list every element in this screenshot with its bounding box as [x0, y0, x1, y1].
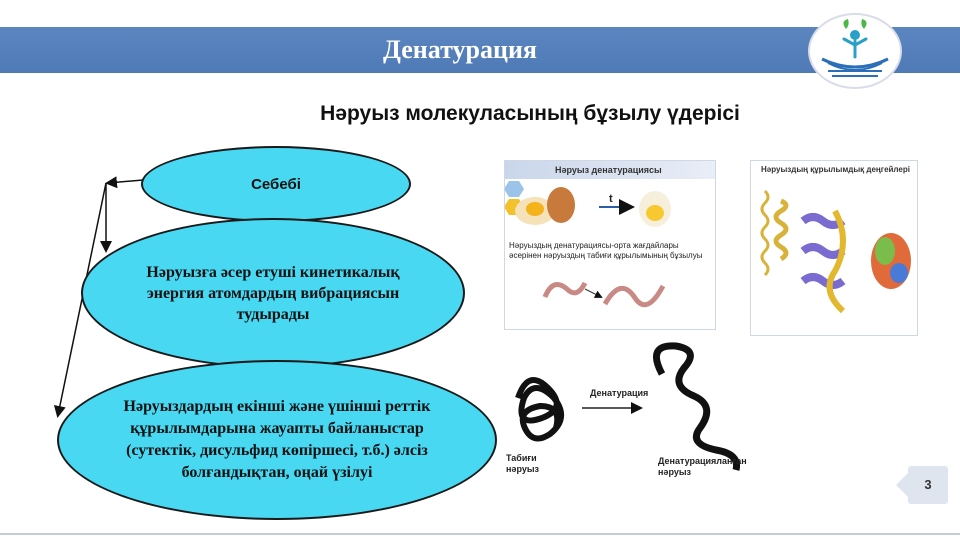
denaturation-arrow-label: Денатурация: [590, 388, 649, 398]
university-logo-icon: [808, 13, 902, 89]
denatured-protein-label: Денатурацияланған нәруыз: [658, 456, 747, 477]
page-number: 3: [924, 477, 932, 492]
egg-denaturation-image: [504, 160, 716, 330]
structure-panel-heading: Нәруыздың құрылымдық деңгейлері: [761, 165, 910, 174]
slide-title: Денатурация: [383, 35, 537, 64]
bonds-oval: [57, 360, 497, 520]
bonds-text: Нәруыздардың екінші және үшінші реттік құрылымдарына жауапты байланыстар (сутектік, дисульфид көпіршесі, т.б.) әлсіз болғандықтан, оңай үзілуі: [123, 398, 431, 481]
egg-caption: Нәруыздың денатурациясы-орта жағдайлары әсерінен нәруыздың табиғи құрылымының бұзылуы: [509, 241, 703, 260]
protein-structure-illustration: [751, 161, 918, 336]
temperature-label: t: [609, 193, 613, 205]
energy-text: Нәруызға әсер етуші кинетикалық энергия атомдардың вибрациясын тудырады: [146, 263, 400, 323]
bottom-divider: [0, 533, 960, 535]
energy-oval: [81, 218, 465, 368]
native-protein-label: Табиғи нәруыз: [506, 453, 539, 474]
cause-label: Себебі: [251, 175, 301, 193]
protein-structure-image: [750, 160, 918, 336]
denaturation-diagram-image: [506, 338, 766, 488]
egg-panel-heading: Нәруыз денатурациясы: [505, 161, 715, 179]
cause-oval: [141, 146, 411, 222]
slide-subtitle: Нәруыз молекуласының бұзылу үдерісі: [320, 102, 740, 125]
